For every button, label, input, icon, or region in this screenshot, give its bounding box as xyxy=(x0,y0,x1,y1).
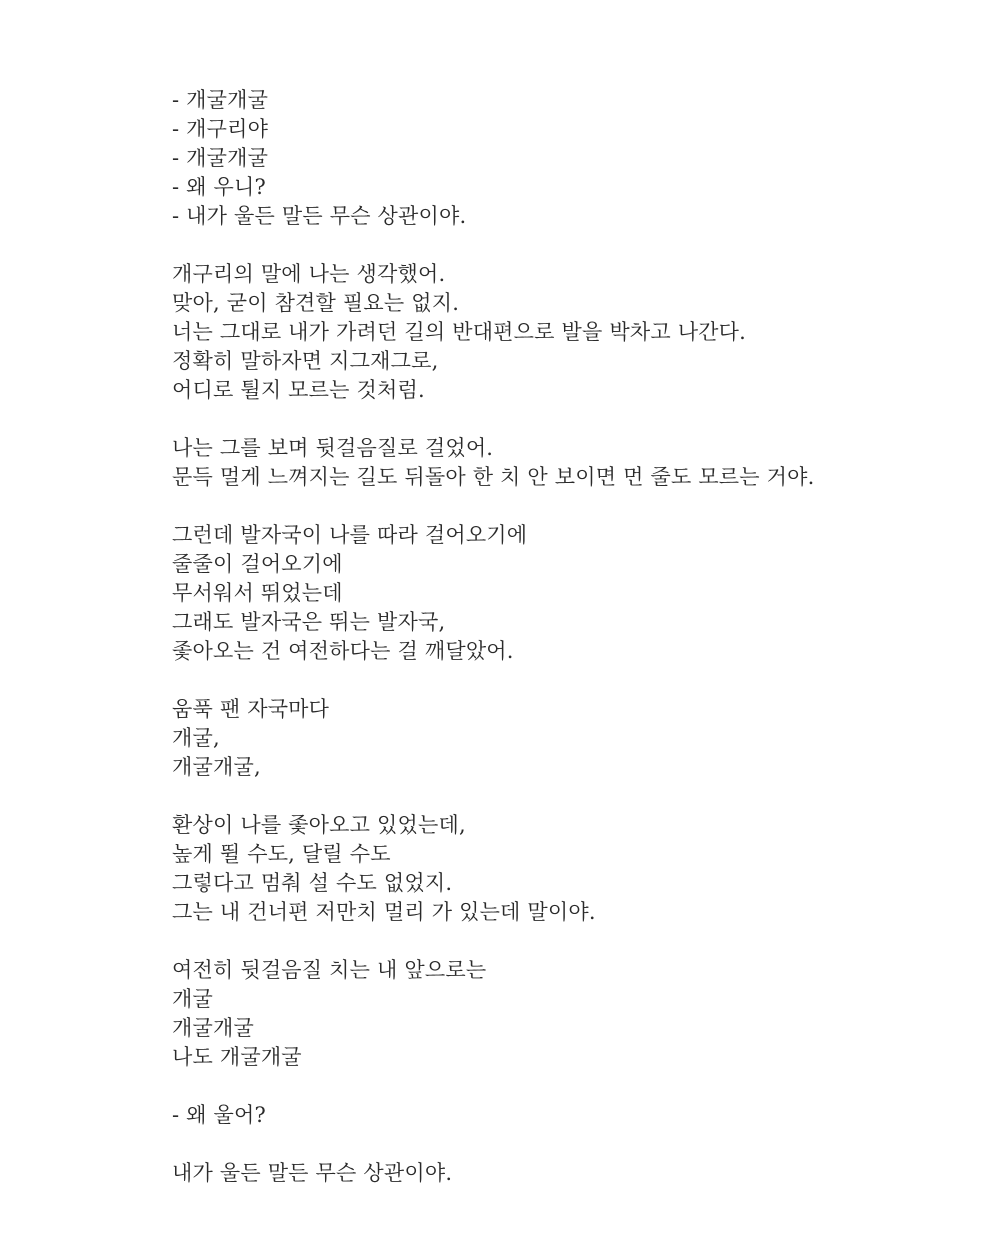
stanza-3 xyxy=(172,434,952,492)
poem-line: 개굴개굴, xyxy=(172,755,261,779)
poem-line: 나도 개굴개굴 xyxy=(172,1045,302,1069)
poem-line: - 왜 울어? xyxy=(172,1103,266,1127)
poem-line: - 개굴개굴 xyxy=(172,88,269,112)
stanza-7 xyxy=(172,956,952,1072)
stanza-4 xyxy=(172,521,952,666)
poem-line: 그래도 발자국은 뛰는 발자국, xyxy=(172,610,446,634)
poem-line: 나는 그를 보며 뒷걸음질로 걸었어. xyxy=(172,436,494,460)
poem-line: 너는 그대로 내가 가려던 길의 반대편으로 발을 박차고 나간다. xyxy=(172,320,747,344)
poem-line: 그는 내 건너편 저만치 멀리 가 있는데 말이야. xyxy=(172,900,596,924)
stanza-8 xyxy=(172,1101,952,1130)
poem-line: 개굴개굴 xyxy=(172,1016,254,1040)
stanza-5 xyxy=(172,695,952,782)
poem-line: 내가 울든 말든 무슨 상관이야. xyxy=(172,1161,453,1185)
poem-line: - 내가 울든 말든 무슨 상관이야. xyxy=(172,204,467,228)
poem-line: 맞아, 굳이 참견할 필요는 없지. xyxy=(172,291,460,315)
poem-body xyxy=(172,86,952,1217)
poem-line: 문득 멀게 느껴지는 길도 뒤돌아 한 치 안 보이면 먼 줄도 모르는 거야. xyxy=(172,465,815,489)
poem-line: 그렇다고 멈춰 설 수도 없었지. xyxy=(172,871,453,895)
poem-line: 환상이 나를 좇아오고 있었는데, xyxy=(172,813,466,837)
poem-line: 움푹 팬 자국마다 xyxy=(172,697,330,721)
poem-line: - 개구리야 xyxy=(172,117,269,141)
poem-line: 그런데 발자국이 나를 따라 걸어오기에 xyxy=(172,523,528,547)
poem-line: 개굴, xyxy=(172,726,220,750)
poem-line: 어디로 튈지 모르는 것처럼. xyxy=(172,378,425,402)
poem-line: 좇아오는 건 여전하다는 걸 깨달았어. xyxy=(172,639,514,663)
poem-line: 여전히 뒷걸음질 치는 내 앞으로는 xyxy=(172,958,487,982)
stanza-9 xyxy=(172,1159,952,1188)
stanza-2 xyxy=(172,260,952,405)
poem-line: 개굴 xyxy=(172,987,213,1011)
poem-line: 줄줄이 걸어오기에 xyxy=(172,552,343,576)
poem-line: 무서워서 뛰었는데 xyxy=(172,581,343,605)
stanza-1 xyxy=(172,86,952,231)
poem-line: 개구리의 말에 나는 생각했어. xyxy=(172,262,446,286)
poem-line: - 개굴개굴 xyxy=(172,146,269,170)
stanza-6 xyxy=(172,811,952,927)
poem-line: - 왜 우니? xyxy=(172,175,266,199)
poem-line: 정확히 말하자면 지그재그로, xyxy=(172,349,439,373)
poem-line: 높게 뛸 수도, 달릴 수도 xyxy=(172,842,391,866)
